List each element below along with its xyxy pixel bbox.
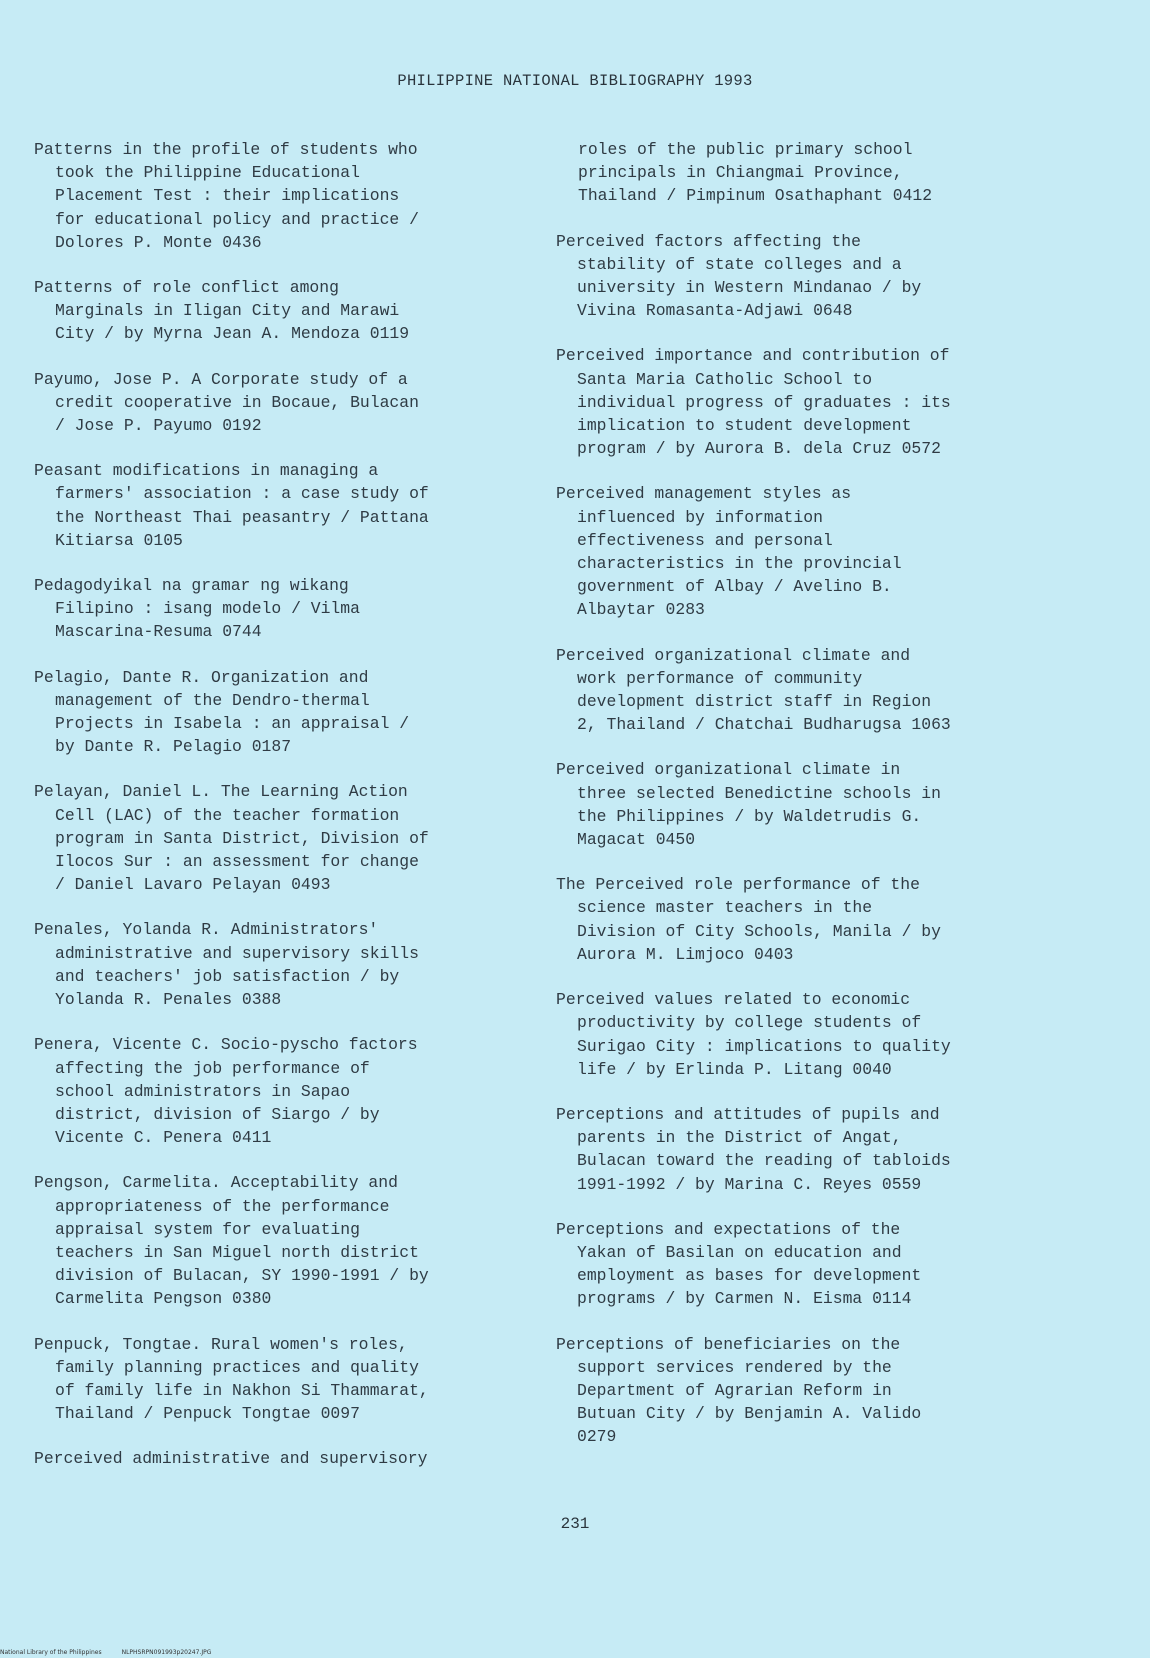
right-column [556,138,1030,1471]
bibliography-entry: Payumo, Jose P. A Corporate study of a credit cooperative in Bocaue, Bulacan / Jose P. Payumo 0192 [34,369,419,436]
bibliography-entry: Perceived administrative and supervisory [34,1449,428,1469]
footer-library: National Library of the Philippines [0,1649,102,1656]
bibliography-entry: Penales, Yolanda R. Administrators' administrative and supervisory skills and teachers' job satisfaction / by Yolanda R. Penales 0388 [34,920,419,1010]
bibliography-entry: Pedagodyikal na gramar ng wikang Filipino : isang modelo / Vilma Mascarina-Resuma 0744 [34,576,360,642]
footer-file-id: NLPHSRPN091993p20247.JPG [121,1649,212,1656]
bibliography-entry-continued: roles of the public primary school principals in Chiangmai Province, Thailand / Pimpinum Osathaphant 0412 [578,140,933,206]
bibliography-entry: Perceived factors affecting the stability of state colleges and a university in Western Mindanao / by Vivina Romasanta-Adjawi 0648 [556,231,922,321]
bibliography-entry: Perceived values related to economic productivity by college students of Surigao City : implications to quality life / by Erlinda P. Litang 0040 [556,990,951,1079]
bibliography-entry: Perceptions and attitudes of pupils and parents in the District of Angat, Bulacan toward the reading of tabloids 1991-1992 / by Marina C. Reyes 0559 [556,1104,951,1194]
bibliography-entry: Pengson, Carmelita. Acceptability and appropriateness of the performance appraisal system for evaluating teachers in San Miguel north district division of Bulacan, SY 1990-1991 / by Carmelita Pengson 0380 [34,1173,429,1309]
bibliography-entry: Perceived organizational climate and work performance of community development district staff in Region 2, Thailand / Chatchai Budharugsa 1063 [556,645,951,735]
bibliography-entry: Peasant modifications in managing a farmers' association : a case study of the Northeast Thai peasantry / Pattana Kitiarsa 0105 [34,461,429,550]
page-header: PHILIPPINE NATIONAL BIBLIOGRAPHY 1993 [397,72,753,90]
bibliography-entry: Perceived organizational climate in three selected Benedictine schools in the Philippines / by Waldetrudis G. Magacat 0450 [556,760,941,850]
bibliography-entry: Penera, Vicente C. Socio-pyscho factors affecting the job performance of school administrators in Sapao district, division of Siargo / by Vicente C. Penera 0411 [34,1035,418,1148]
bibliography-entry: Pelagio, Dante R. Organization and management of the Dendro-thermal Projects in Isabela : an appraisal / by Dante R. Pelagio 0187 [34,667,410,757]
bibliography-entry: Patterns in the profile of students who took the Philippine Educational Placement Test : their implications for educational policy and practice / Dolores P. Monte 0436 [34,140,419,252]
scan-footer [0,1648,231,1658]
page-number: 231 [560,1515,590,1533]
bibliography-entry: Perceived management styles as influenced by information effectiveness and personal characteristics in the provincial government of Albay / Avelino B. Albaytar 0283 [556,484,902,620]
bibliography-entry: Pelayan, Daniel L. The Learning Action Cell (LAC) of the teacher formation program in Santa District, Division of Ilocos Sur : an assessment for change / Daniel Lavaro Pelayan 0493 [34,782,429,895]
bibliography-entry: Patterns of role conflict among Marginals in Iligan City and Marawi City / by Myrna Jean A. Mendoza 0119 [34,278,410,344]
bibliography-entry: Perceived importance and contribution of Santa Maria Catholic School to individual progress of graduates : its implication to student development program / by Aurora B. dela Cruz 0572 [556,346,951,459]
bibliography-entry: Perceptions of beneficiaries on the support services rendered by the Department of Agrarian Reform in Butuan City / by Benjamin A. Valido 0279 [556,1334,922,1447]
left-column [34,138,512,1493]
bibliography-entry: Perceptions and expectations of the Yakan of Basilan on education and employment as bases for development programs / by Carmen N. Eisma 0114 [556,1219,922,1309]
bibliography-entry: Penpuck, Tongtae. Rural women's roles, family planning practices and quality of family life in Nakhon Si Thammarat, Thailand / Penpuck Tongtae 0097 [34,1334,429,1424]
bibliography-entry: The Perceived role performance of the science master teachers in the Division of City Schools, Manila / by Aurora M. Limjoco 0403 [556,875,941,964]
